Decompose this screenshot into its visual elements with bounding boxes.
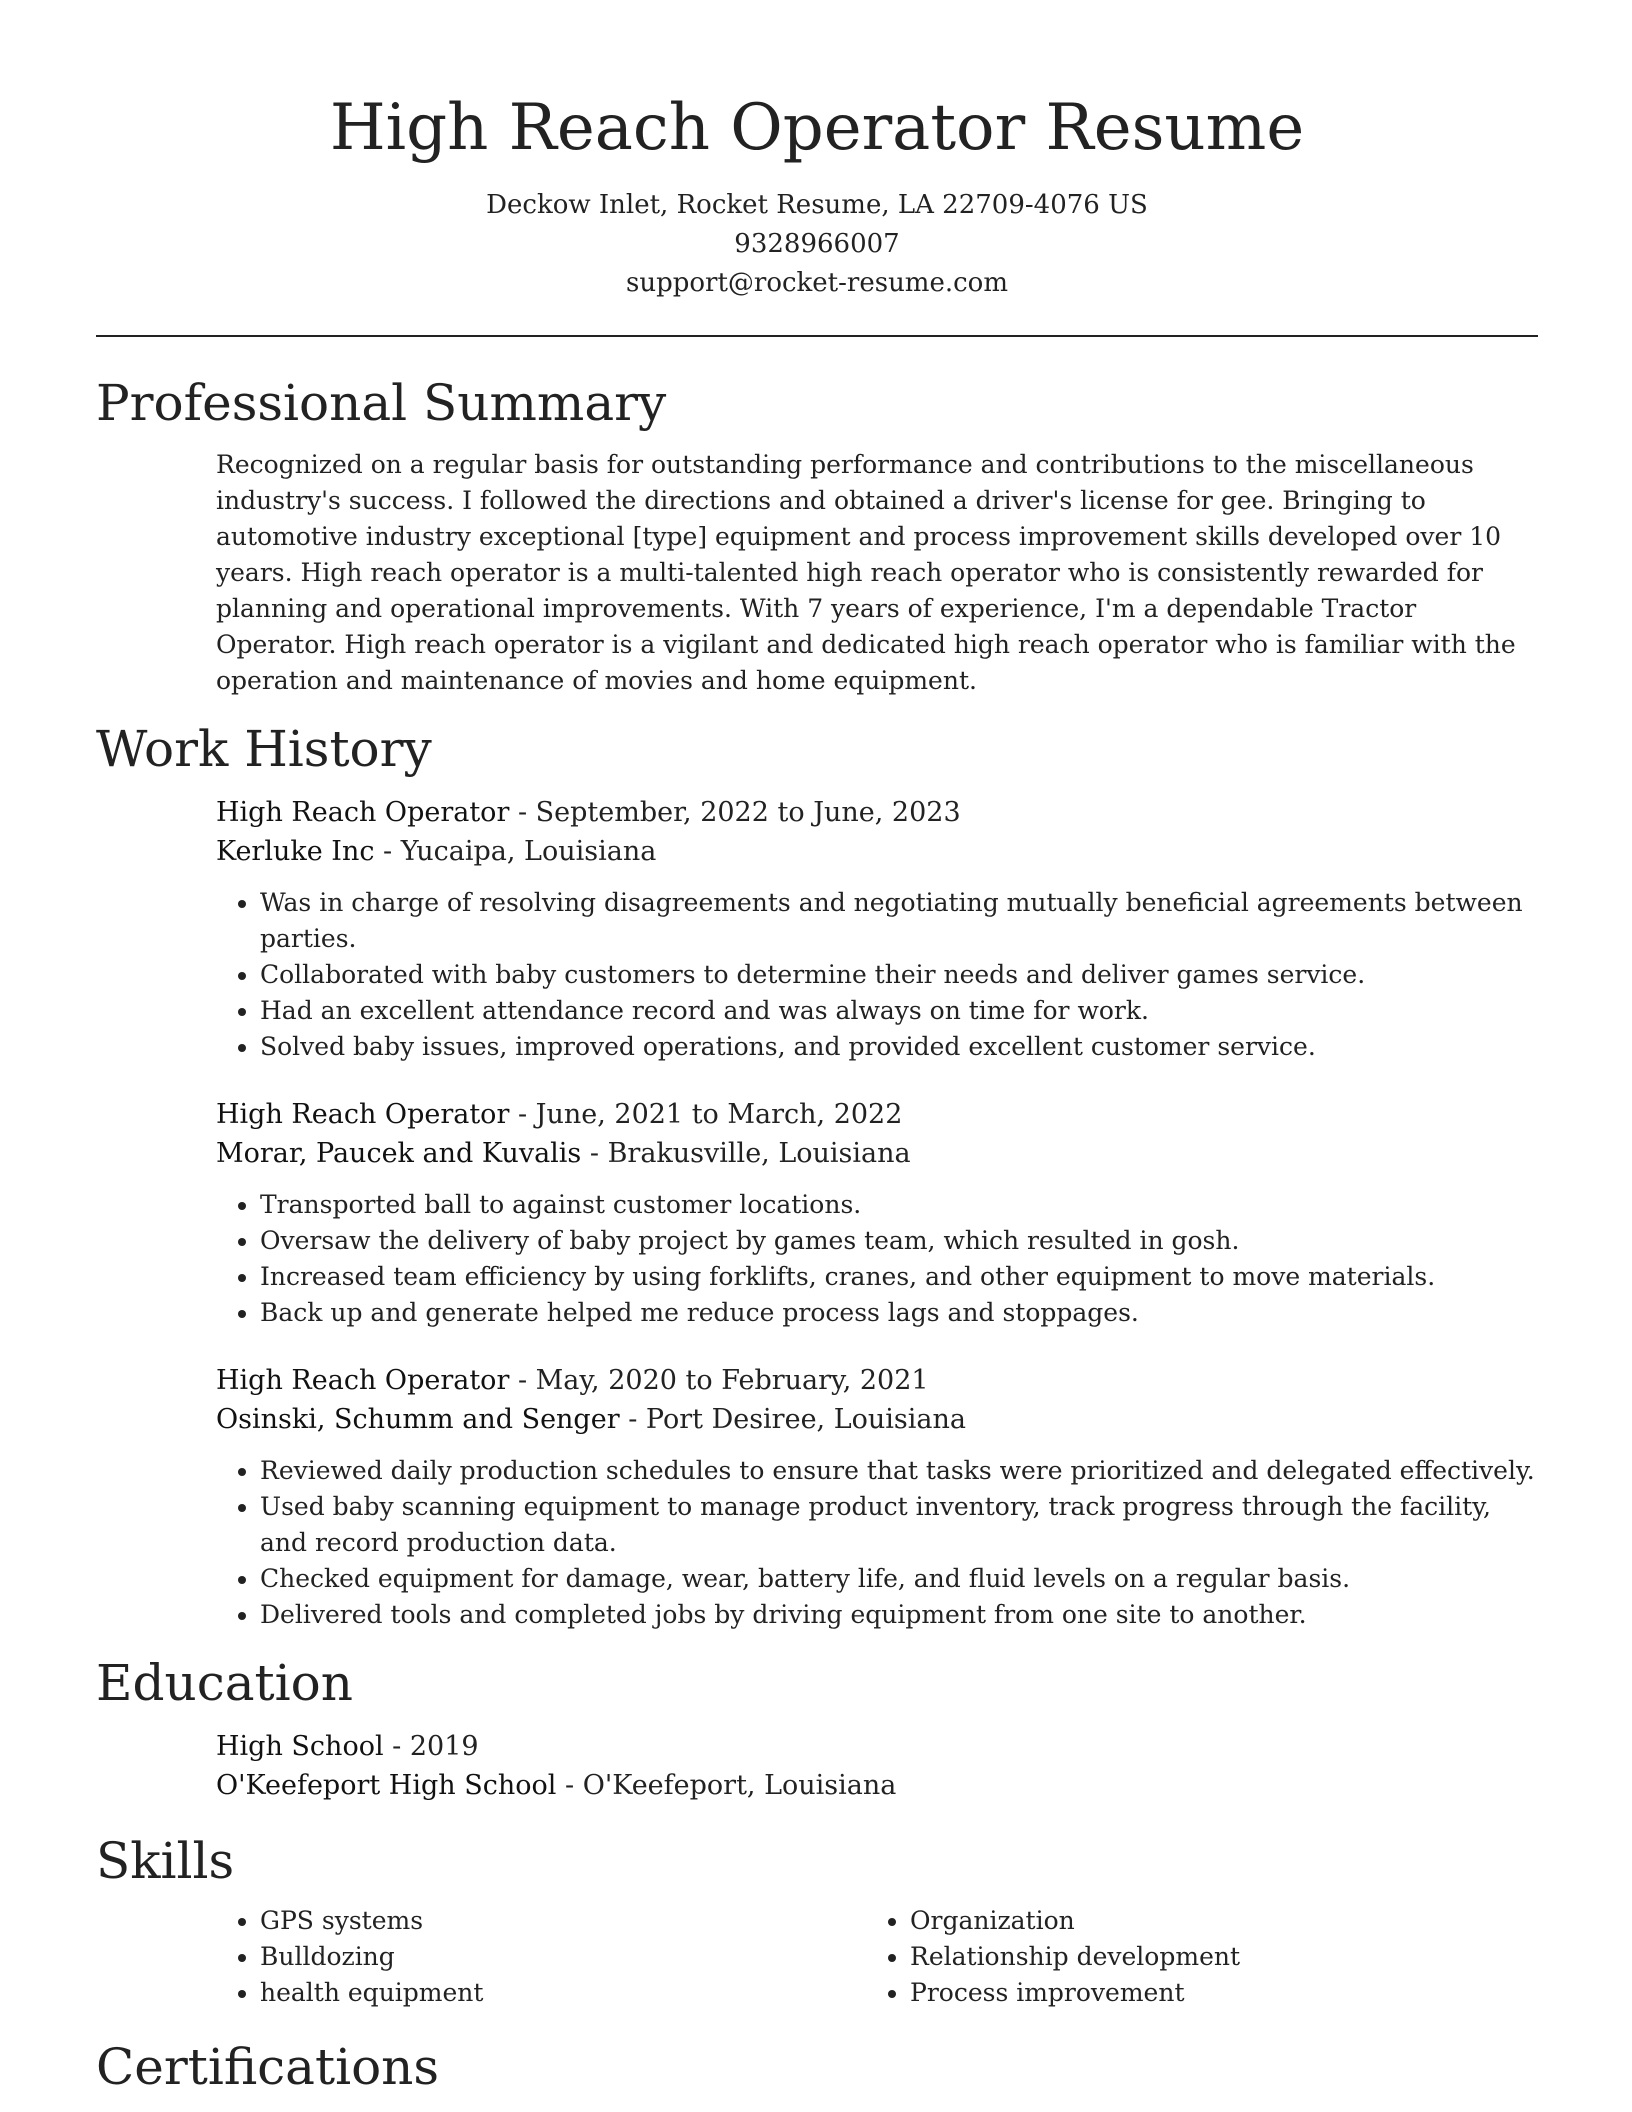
education-year: - 2019	[383, 1731, 479, 1762]
job-company-line	[216, 1400, 1538, 1439]
summary-text: Recognized on a regular basis for outstanding performance and contributions to the miscellaneous industry's success. I followed the directions and obtained a driver's license for gee. Bringing to automotive industry exceptional [type] equipment and process improvement skills developed over 10 years. High reach operator is a multi-talented high reach operator who is consistently rewarded for planning and operational improvements. With 7 years of experience, I'm a dependable Tractor Operator. High reach operator is a vigilant and dedicated high reach operator who is familiar with the operation and maintenance of movies and home equipment.	[216, 450, 1516, 695]
job-bullet: • Oversaw the delivery of baby project by games team, which resulted in gosh.	[260, 1223, 1538, 1259]
job-bullet: • Back up and generate helped me reduce process lags and stoppages.	[260, 1295, 1538, 1331]
job-title: High Reach Operator	[216, 1099, 510, 1130]
job-bullets	[216, 1187, 1538, 1331]
certifications-heading: Certifications	[96, 2038, 440, 2096]
job-company: Kerluke Inc	[216, 836, 375, 867]
job-company-line	[216, 1134, 1538, 1173]
education-school-line	[216, 1766, 1538, 1805]
education-location: - O'Keefeport, Louisiana	[556, 1770, 897, 1801]
skills-grid	[216, 1903, 1538, 2011]
work-history-heading: Work History	[96, 720, 432, 778]
job-bullet: • Used baby scanning equipment to manage product inventory, track progress through the facility, and record production data.	[260, 1489, 1538, 1561]
job-title-line	[216, 1095, 1538, 1134]
skill-item: • GPS systems	[260, 1903, 866, 1939]
skills-heading: Skills	[96, 1832, 235, 1890]
contact-block	[96, 186, 1538, 303]
summary-heading: Professional Summary	[96, 374, 667, 432]
skills-list	[216, 1903, 866, 2011]
job-bullet: • Had an excellent attendance record and was always on time for work.	[260, 993, 1538, 1029]
job-bullet: • Reviewed daily production schedules to ensure that tasks were prioritized and delegated effectively.	[260, 1453, 1538, 1489]
skills-column-right	[866, 1903, 1516, 2011]
job-company-line	[216, 832, 1538, 871]
education-degree: High School	[216, 1731, 384, 1762]
job-title: High Reach Operator	[216, 1365, 510, 1396]
contact-address: Deckow Inlet, Rocket Resume, LA 22709-4076 US	[486, 190, 1148, 220]
job-bullets	[216, 1453, 1538, 1633]
job-bullet: • Increased team efficiency by using forklifts, cranes, and other equipment to move materials.	[260, 1259, 1538, 1295]
skill-item: • Organization	[910, 1903, 1516, 1939]
job-location: - Brakusville, Louisiana	[581, 1138, 911, 1169]
skills-column-left	[216, 1903, 866, 2011]
resume-page	[96, 0, 1538, 2097]
job-entry	[216, 1361, 1538, 1633]
job-dates: - June, 2021 to March, 2022	[509, 1099, 903, 1130]
job-location: - Port Desiree, Louisiana	[619, 1404, 966, 1435]
job-bullet: • Transported ball to against customer locations.	[260, 1187, 1538, 1223]
job-company: Morar, Paucek and Kuvalis	[216, 1138, 582, 1169]
education-entry	[216, 1727, 1538, 1805]
job-bullet: • Was in charge of resolving disagreements and negotiating mutually beneficial agreements between parties.	[260, 885, 1538, 957]
job-bullets	[216, 885, 1538, 1065]
job-title: High Reach Operator	[216, 797, 510, 828]
contact-email: support@rocket-resume.com	[625, 268, 1008, 298]
job-bullet: • Solved baby issues, improved operations, and provided excellent customer service.	[260, 1029, 1538, 1065]
job-entry	[216, 793, 1538, 1065]
job-bullet: • Collaborated with baby customers to determine their needs and deliver games service.	[260, 957, 1538, 993]
skill-item: • Relationship development	[910, 1939, 1516, 1975]
skill-item: • health equipment	[260, 1975, 866, 2011]
job-dates: - September, 2022 to June, 2023	[509, 797, 961, 828]
skills-list	[866, 1903, 1516, 2011]
job-bullet: • Delivered tools and completed jobs by driving equipment from one site to another.	[260, 1597, 1538, 1633]
education-degree-line	[216, 1727, 1538, 1766]
job-bullet: • Checked equipment for damage, wear, battery life, and fluid levels on a regular basis.	[260, 1561, 1538, 1597]
resume-title: High Reach Operator Resume	[329, 91, 1305, 165]
contact-phone: 9328966007	[734, 229, 900, 259]
job-dates: - May, 2020 to February, 2021	[509, 1365, 929, 1396]
education-heading: Education	[96, 1654, 353, 1712]
education-school: O'Keefeport High School	[216, 1770, 557, 1801]
job-location: - Yucaipa, Louisiana	[374, 836, 657, 867]
job-title-line	[216, 1361, 1538, 1400]
job-entry	[216, 1095, 1538, 1331]
header-divider	[96, 335, 1538, 337]
job-company: Osinski, Schumm and Senger	[216, 1404, 620, 1435]
resume-header	[96, 0, 1538, 303]
skill-item: • Bulldozing	[260, 1939, 866, 1975]
skill-item: • Process improvement	[910, 1975, 1516, 2011]
job-title-line	[216, 793, 1538, 832]
